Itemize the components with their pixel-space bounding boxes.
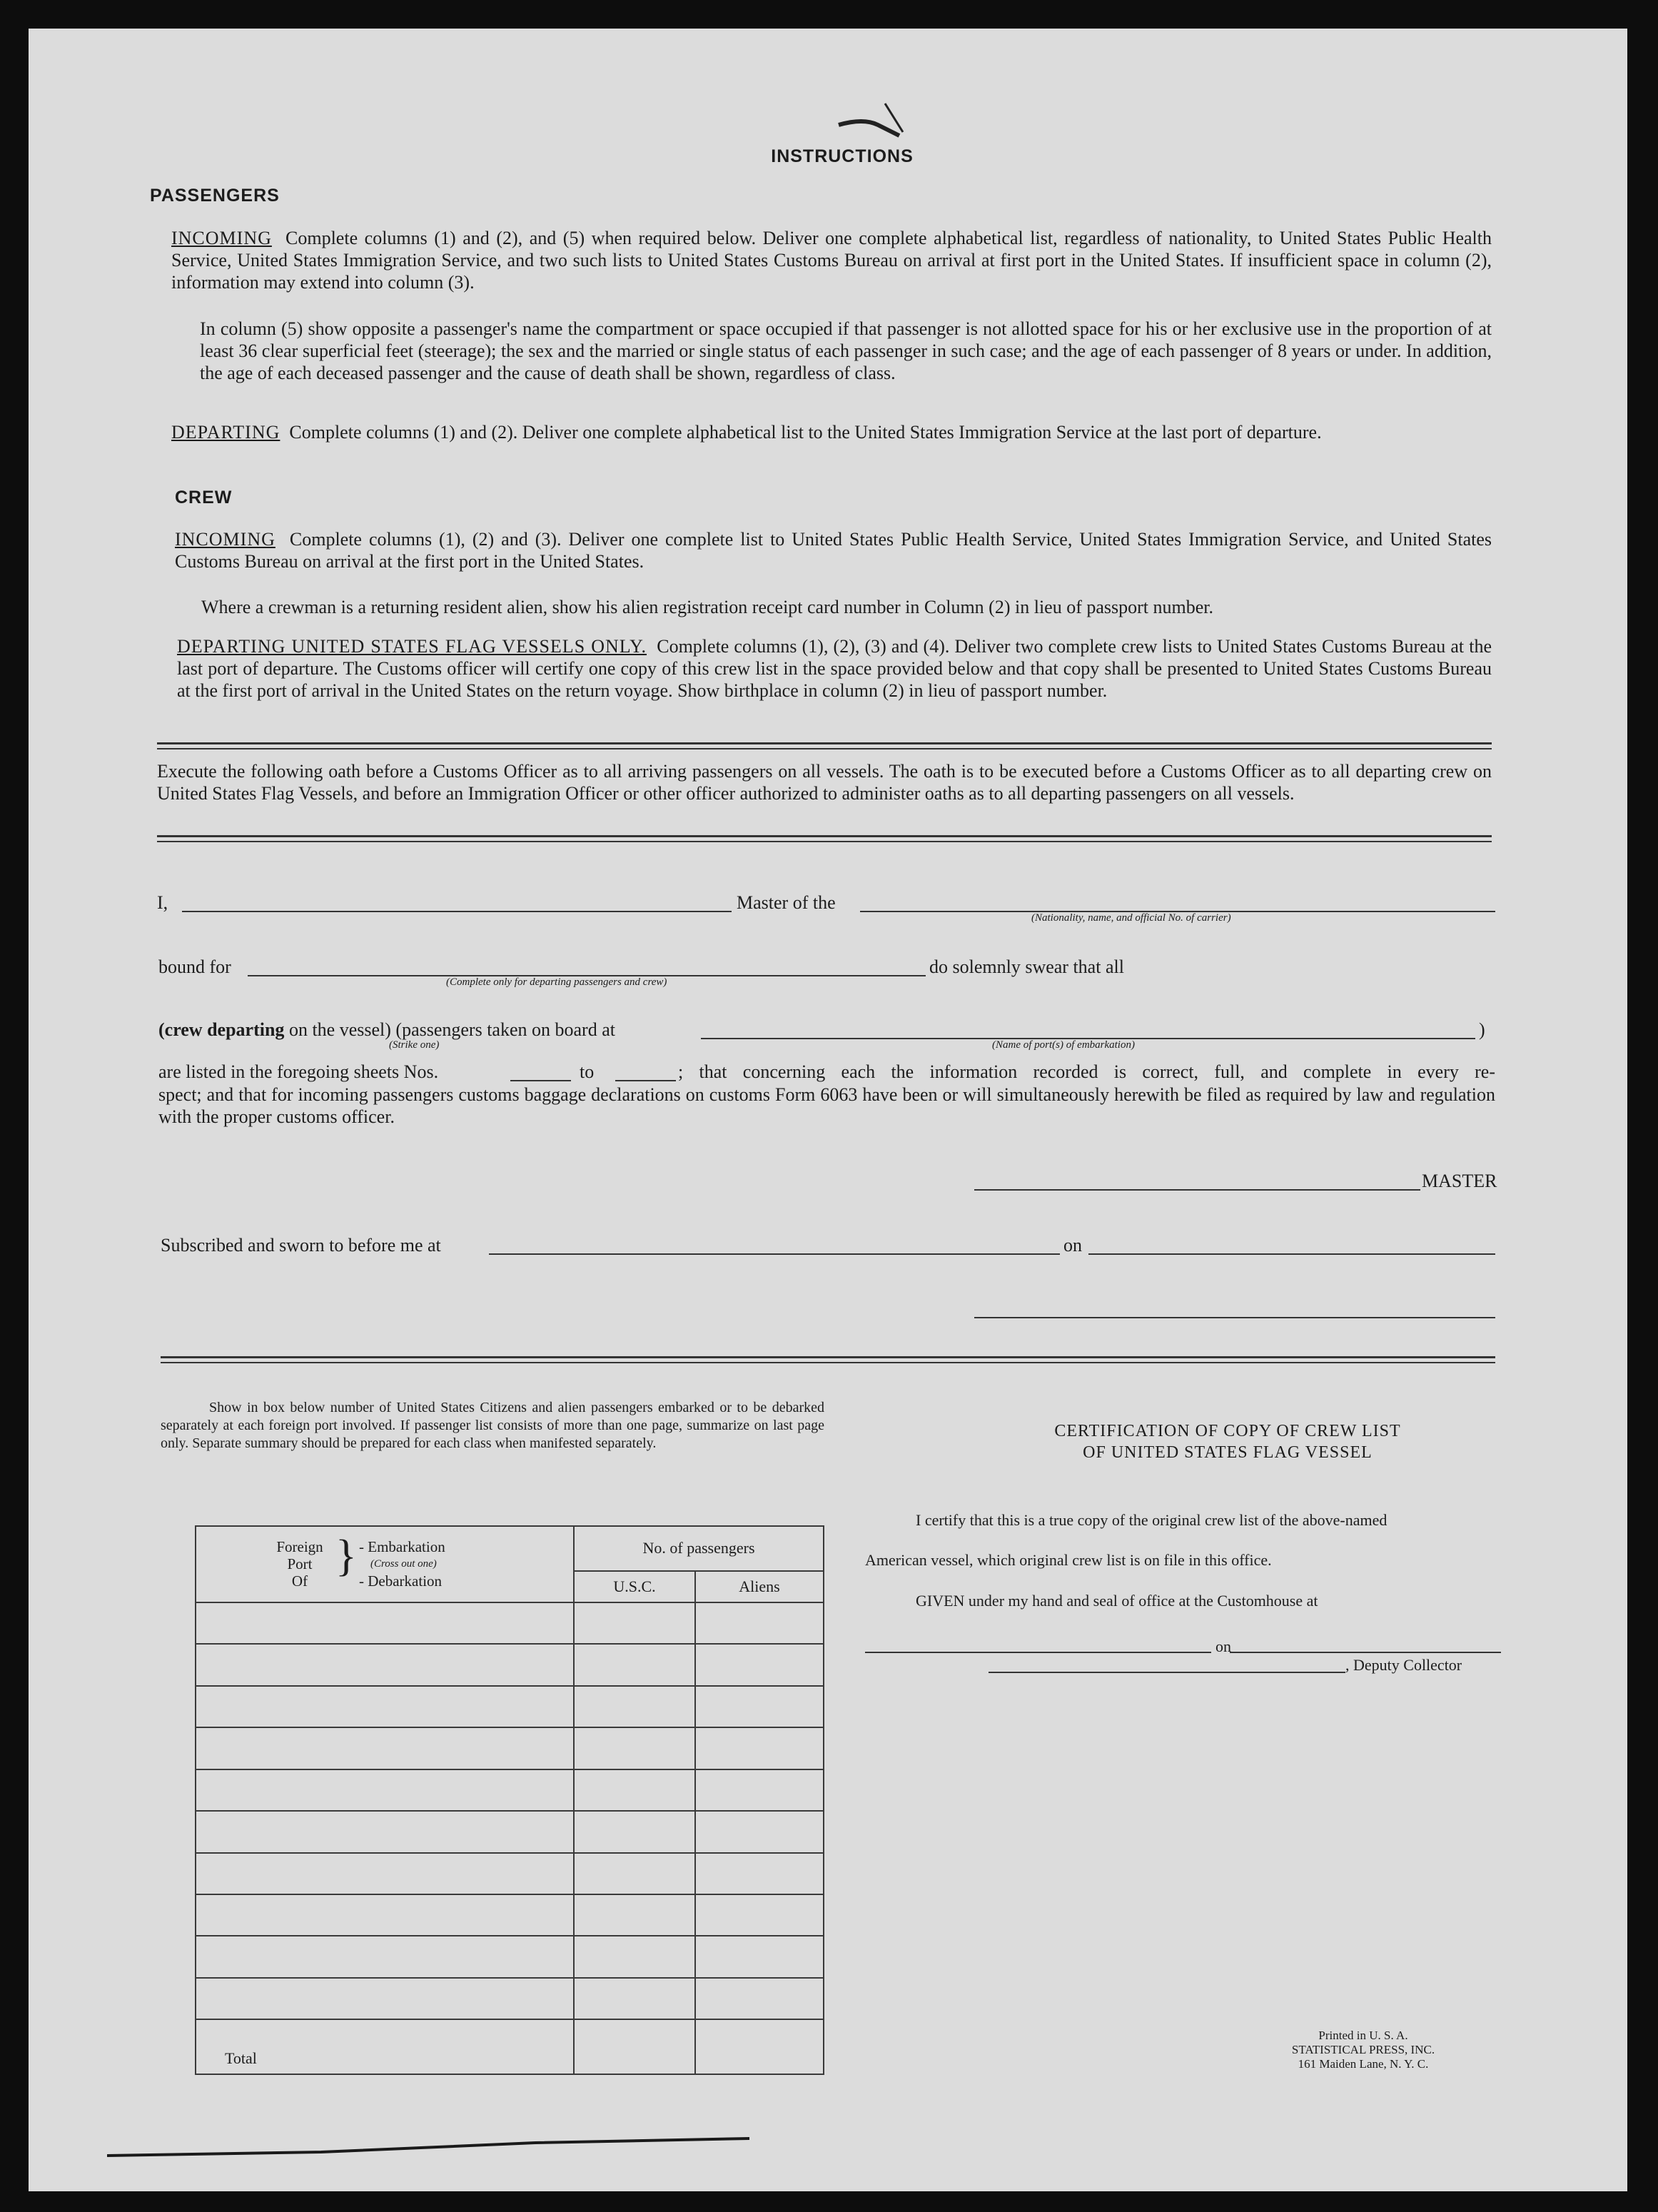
passengers-departing-label: DEPARTING bbox=[171, 422, 280, 443]
crew-heading: CREW bbox=[175, 488, 233, 507]
form-sheet bbox=[29, 29, 1627, 2191]
crew-departing-text: Complete columns (1), (2), (3) and (4). Deliver two complete crew lists to United States Customs Bureau at the last port of departure. The Customs officer will certify one copy of this crew list in the space provided below and that copy shall be presented to United States Customs Bureau at the first port of arrival in the United States on the return voyage. Show birthplace in column (2) in lieu of passport number. bbox=[177, 636, 1492, 701]
crew-incoming-label: INCOMING bbox=[175, 529, 276, 550]
embark-debark-choice[interactable] bbox=[359, 1538, 445, 1590]
aliens-header: Aliens bbox=[695, 1571, 824, 1602]
aliens-cell[interactable] bbox=[695, 1727, 824, 1769]
page-title: INSTRUCTIONS bbox=[771, 146, 914, 166]
aliens-cell[interactable] bbox=[695, 1853, 824, 1894]
ports-caption: (Name of port(s) of embarkation) bbox=[992, 1039, 1135, 1051]
printer-line2: STATISTICAL PRESS, INC. bbox=[1291, 2043, 1435, 2056]
table-row bbox=[196, 1853, 824, 1894]
port-cell[interactable] bbox=[196, 1894, 574, 1936]
table-total-row bbox=[196, 2019, 824, 2074]
printer-imprint bbox=[1274, 2029, 1452, 2071]
master-label: MASTER bbox=[1422, 1171, 1497, 1191]
aliens-cell[interactable] bbox=[695, 1769, 824, 1811]
foreign-word: Foreign bbox=[276, 1538, 323, 1555]
crew-incoming-text: Complete columns (1), (2) and (3). Deliver one complete list to United States Public Health Service, United States Immigration Service, and United States Customs Bureau on arrival at the first port in the United States. bbox=[175, 529, 1492, 572]
debarkation-option[interactable]: - Debarkation bbox=[359, 1572, 443, 1590]
crew-departing-option[interactable]: (crew departing bbox=[158, 1019, 285, 1040]
port-cell[interactable] bbox=[196, 1602, 574, 1644]
port-cell[interactable] bbox=[196, 1644, 574, 1685]
aliens-cell[interactable] bbox=[695, 1686, 824, 1727]
passengers-incoming-text: Complete columns (1) and (2), and (5) when required below. Deliver one complete alphabetical list, regardless of nationality, to United States Public Health Service, United States Immigration Service, and two such lists to United States Customs Bureau on arrival at first port in the United States. If insufficient space in column (2), information may extend into column (3). bbox=[171, 228, 1492, 293]
certify-text-b: American vessel, which original crew list is on file in this office. bbox=[865, 1551, 1272, 1569]
sworn-place-field[interactable] bbox=[489, 1253, 1060, 1255]
deputy-collector-label: , Deputy Collector bbox=[1345, 1656, 1462, 1674]
of-word: Of bbox=[291, 1572, 308, 1590]
total-aliens-cell[interactable] bbox=[695, 2019, 824, 2074]
passengers-taken-option[interactable]: (passengers taken on board at bbox=[395, 1019, 615, 1040]
aliens-cell[interactable] bbox=[695, 1602, 824, 1644]
brace-symbol: } bbox=[335, 1532, 357, 1580]
table-row bbox=[196, 1727, 824, 1769]
printer-line1: Printed in U. S. A. bbox=[1318, 2029, 1408, 2042]
table-row bbox=[196, 1644, 824, 1685]
sworn-on-label: on bbox=[1063, 1235, 1082, 1256]
port-word: Port bbox=[287, 1555, 313, 1572]
embarkation-option[interactable]: - Embarkation bbox=[359, 1538, 445, 1555]
crew-resident-paragraph: Where a crewman is a returning resident alien, show his alien registration receipt card number in Column (2) in lieu of passport number. bbox=[201, 597, 1214, 617]
total-usc-cell[interactable] bbox=[574, 2019, 695, 2074]
section-divider-1 bbox=[157, 742, 1492, 749]
table-row bbox=[196, 1686, 824, 1727]
table-row bbox=[196, 1602, 824, 1644]
port-cell[interactable] bbox=[196, 1811, 574, 1852]
aliens-cell[interactable] bbox=[695, 1978, 824, 2019]
usc-cell[interactable] bbox=[574, 1853, 695, 1894]
sheets-continuation: ; that concerning each the information recorded is correct, full, and complete in every re- bbox=[678, 1061, 1495, 1082]
oath-i-label: I, bbox=[157, 892, 168, 913]
master-of-label: Master of the bbox=[737, 892, 836, 913]
aliens-cell[interactable] bbox=[695, 1894, 824, 1936]
certification-title-line2: OF UNITED STATES FLAG VESSEL bbox=[1083, 1443, 1373, 1462]
usc-header: U.S.C. bbox=[574, 1571, 695, 1602]
usc-cell[interactable] bbox=[574, 1686, 695, 1727]
officer-signature-field[interactable] bbox=[974, 1317, 1495, 1318]
port-header-cell bbox=[196, 1526, 574, 1602]
bound-for-label: bound for bbox=[158, 956, 231, 977]
usc-cell[interactable] bbox=[574, 1727, 695, 1769]
usc-cell[interactable] bbox=[574, 1894, 695, 1936]
crew-departing-paragraph bbox=[177, 635, 1492, 702]
oath-intro-paragraph: Execute the following oath before a Customs Officer as to all arriving passengers on all vessels. The oath is to be executed before a Customs Officer as to all departing crew on United States Flag Vessels, and before an Immigration Officer or other officer authorized to administer oaths as to all departing passengers on all vessels. bbox=[157, 761, 1492, 804]
section-divider-3 bbox=[161, 1356, 1495, 1363]
certification-title-line1: CERTIFICATION OF COPY OF CREW LIST bbox=[1054, 1422, 1401, 1440]
cert-on-label: on bbox=[1215, 1637, 1231, 1655]
printer-line3: 161 Maiden Lane, N. Y. C. bbox=[1298, 2057, 1429, 2071]
port-cell[interactable] bbox=[196, 1978, 574, 2019]
sheet-to-field[interactable] bbox=[615, 1080, 676, 1081]
aliens-cell[interactable] bbox=[695, 1936, 824, 1977]
aliens-cell[interactable] bbox=[695, 1644, 824, 1685]
crew-incoming-paragraph bbox=[175, 528, 1492, 572]
on-vessel-text: on the vessel) bbox=[288, 1019, 391, 1040]
section-divider-2 bbox=[157, 835, 1492, 842]
swear-label: do solemnly swear that all bbox=[929, 956, 1124, 977]
subscribed-label: Subscribed and sworn to before me at bbox=[161, 1235, 441, 1256]
deputy-signature-field[interactable] bbox=[989, 1672, 1345, 1673]
bound-for-caption: (Complete only for departing passengers and crew) bbox=[446, 976, 667, 988]
certification-title bbox=[953, 1420, 1502, 1463]
table-row bbox=[196, 1936, 824, 1977]
aliens-cell[interactable] bbox=[695, 1811, 824, 1852]
sheets-to-label: to bbox=[580, 1061, 595, 1082]
passengers-column5-paragraph: In column (5) show opposite a passenger's name the compartment or space occupied if that passenger is not allotted space for his or her exclusive use in the proportion of at least 36 clear superficial feet (steerage); the sex and the married or single status of each passenger in such case; and the age of each passenger of 8 years or under. In addition, the age of each deceased passenger and the cause of death shall be shown, regardless of class. bbox=[200, 318, 1492, 383]
carrier-caption: (Nationality, name, and official No. of carrier) bbox=[1031, 912, 1231, 924]
table-row bbox=[196, 1811, 824, 1852]
table-row bbox=[196, 1769, 824, 1811]
scan-mark-top bbox=[835, 96, 914, 139]
passengers-incoming-paragraph bbox=[171, 227, 1492, 293]
customhouse-field[interactable] bbox=[865, 1652, 1211, 1653]
cert-date-field[interactable] bbox=[1230, 1652, 1501, 1653]
port-cell[interactable] bbox=[196, 1727, 574, 1769]
usc-cell[interactable] bbox=[574, 1936, 695, 1977]
master-signature-field[interactable] bbox=[974, 1189, 1420, 1191]
vessel-line bbox=[158, 1019, 615, 1041]
sheet-from-field[interactable] bbox=[510, 1080, 571, 1081]
certify-text-a: I certify that this is a true copy of the original crew list of the above-named bbox=[916, 1511, 1387, 1529]
crew-departing-label: DEPARTING UNITED STATES FLAG VESSELS ONLY. bbox=[177, 636, 647, 657]
passengers-departing-paragraph bbox=[171, 421, 1492, 443]
usc-cell[interactable] bbox=[574, 1978, 695, 2019]
usc-cell[interactable] bbox=[574, 1602, 695, 1644]
port-cell[interactable] bbox=[196, 1769, 574, 1811]
port-cell[interactable] bbox=[196, 1853, 574, 1894]
summary-instructions: Show in box below number of United States Citizens and alien passengers embarked or to be debarked separately at each foreign port involved. If passenger list consists of more than one page, summarize on last page only. Separate summary should be prepared for each class when manifested separately. bbox=[161, 1400, 824, 1451]
oath-statement: spect; and that for incoming passengers customs baggage declarations on customs Form 6063 have been or will simultaneously herewith be filed as required by law and regulation with the proper customs officer. bbox=[158, 1084, 1495, 1127]
given-text: GIVEN under my hand and seal of office at the Customhouse at bbox=[916, 1592, 1318, 1610]
strike-one-caption: (Strike one) bbox=[389, 1039, 440, 1051]
cross-out-caption: (Cross out one) bbox=[370, 1558, 437, 1570]
port-cell[interactable] bbox=[196, 1936, 574, 1977]
table-row bbox=[196, 1978, 824, 2019]
no-of-passengers-header: No. of passengers bbox=[574, 1526, 824, 1571]
sheets-label: are listed in the foregoing sheets Nos. bbox=[158, 1061, 439, 1082]
total-label: Total bbox=[196, 2019, 574, 2074]
passenger-summary-table bbox=[195, 1525, 824, 2075]
master-name-field[interactable] bbox=[182, 911, 732, 912]
usc-cell[interactable] bbox=[574, 1644, 695, 1685]
port-cell[interactable] bbox=[196, 1686, 574, 1727]
table-row bbox=[196, 1894, 824, 1936]
passengers-departing-text: Complete columns (1) and (2). Deliver one complete alphabetical list to the United States Immigration Service at the last port of departure. bbox=[289, 422, 1322, 443]
scan-streak-bottom bbox=[107, 2134, 749, 2163]
usc-cell[interactable] bbox=[574, 1769, 695, 1811]
passengers-incoming-label: INCOMING bbox=[171, 228, 272, 248]
close-paren: ) bbox=[1479, 1019, 1485, 1040]
usc-cell[interactable] bbox=[574, 1811, 695, 1852]
foreign-port-of-label bbox=[268, 1538, 332, 1590]
sworn-date-field[interactable] bbox=[1088, 1253, 1495, 1255]
passengers-heading: PASSENGERS bbox=[150, 186, 280, 206]
